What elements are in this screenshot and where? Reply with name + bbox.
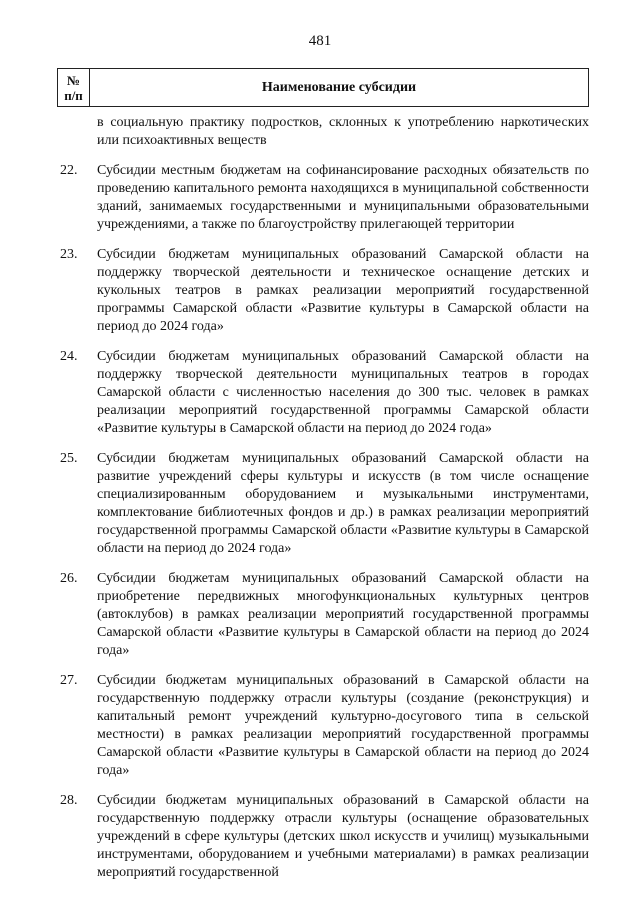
list-item (57, 570, 589, 660)
item-number: 27. (60, 673, 78, 688)
header-number-abbrev: п/п (64, 88, 83, 103)
item-number: 22. (60, 163, 78, 178)
item-text: Субсидии бюджетам муниципальных образований Самарской области на поддержку творческой деятельности и техническое оснащение детских и кукольных театров в рамках реализации мероприятий государственной программы Самарской области «Развитие культуры в Самарской области на период до 2024 года» (97, 247, 589, 334)
item-text: Субсидии бюджетам муниципальных образований Самарской области на развитие учреждений сферы культуры и искусств (в том числе оснащение специализированным оборудованием и музыкальными инструментами, комплектование библиотечных фондов и др.) в рамках реализации мероприятий государственной программы Самарской области «Развитие культуры в Самарской области на период до 2024 года» (97, 451, 589, 556)
list-item (57, 162, 589, 234)
list-item (57, 792, 589, 882)
list-item (57, 672, 589, 780)
page-number: 481 (308, 33, 332, 49)
list-item (57, 450, 589, 558)
item-number: 26. (60, 571, 78, 586)
item-text: Субсидии бюджетам муниципальных образований в Самарской области на государственную поддержку отрасли культуры (создание (реконструкция) и капитальный ремонт учреждений культурно-досугового типа в сельской местности) в рамках реализации мероприятий государственной программы Самарской области «Развитие культуры в Самарской области на период до 2024 года» (97, 673, 589, 778)
header-title: Наименование субсидии (261, 79, 417, 95)
item-number: 24. (60, 349, 78, 364)
item-number: 23. (60, 247, 78, 262)
list-item (57, 348, 589, 438)
item-number: 28. (60, 793, 78, 808)
item-text: Субсидии бюджетам муниципальных образований Самарской области на поддержку творческой деятельности муниципальных театров в городах Самарской области с численностью населения до 300 тыс. человек в рамках реализации мероприятий государственной программы Самарской области «Развитие культуры в Самарской области на период до 2024 года» (97, 349, 589, 436)
item-number: 25. (60, 451, 78, 466)
item-text: Субсидии бюджетам муниципальных образований Самарской области на приобретение передвижных многофункциональных культурных центров (автоклубов) в рамках реализации мероприятий государственной программы Самарской области «Развитие культуры в Самарской области на период до 2024 года» (97, 571, 589, 658)
header-number-symbol: № (66, 73, 81, 88)
list-item (57, 246, 589, 336)
subsidy-list (57, 114, 589, 882)
continuation-text: в социальную практику подростков, склонных к употреблению наркотических или психоактивных веществ (97, 115, 589, 148)
header-number-column (58, 69, 90, 106)
item-text: Субсидии местным бюджетам на софинансирование расходных обязательств по проведению капитального ремонта находящихся в муниципальной собственности зданий, занимаемых государственными и муниципальными образовательными учреждениями, а также по благоустройству прилегающей территории (97, 163, 589, 232)
item-text: Субсидии бюджетам муниципальных образований в Самарской области на государственную поддержку отрасли культуры (оснащение образовательных учреждений в сфере культуры (детских школ искусств и училищ) музыкальными инструментами, оборудованием и учебными материалами) в рамках реализации мероприятий государственной (97, 793, 589, 880)
table-header (57, 68, 589, 107)
